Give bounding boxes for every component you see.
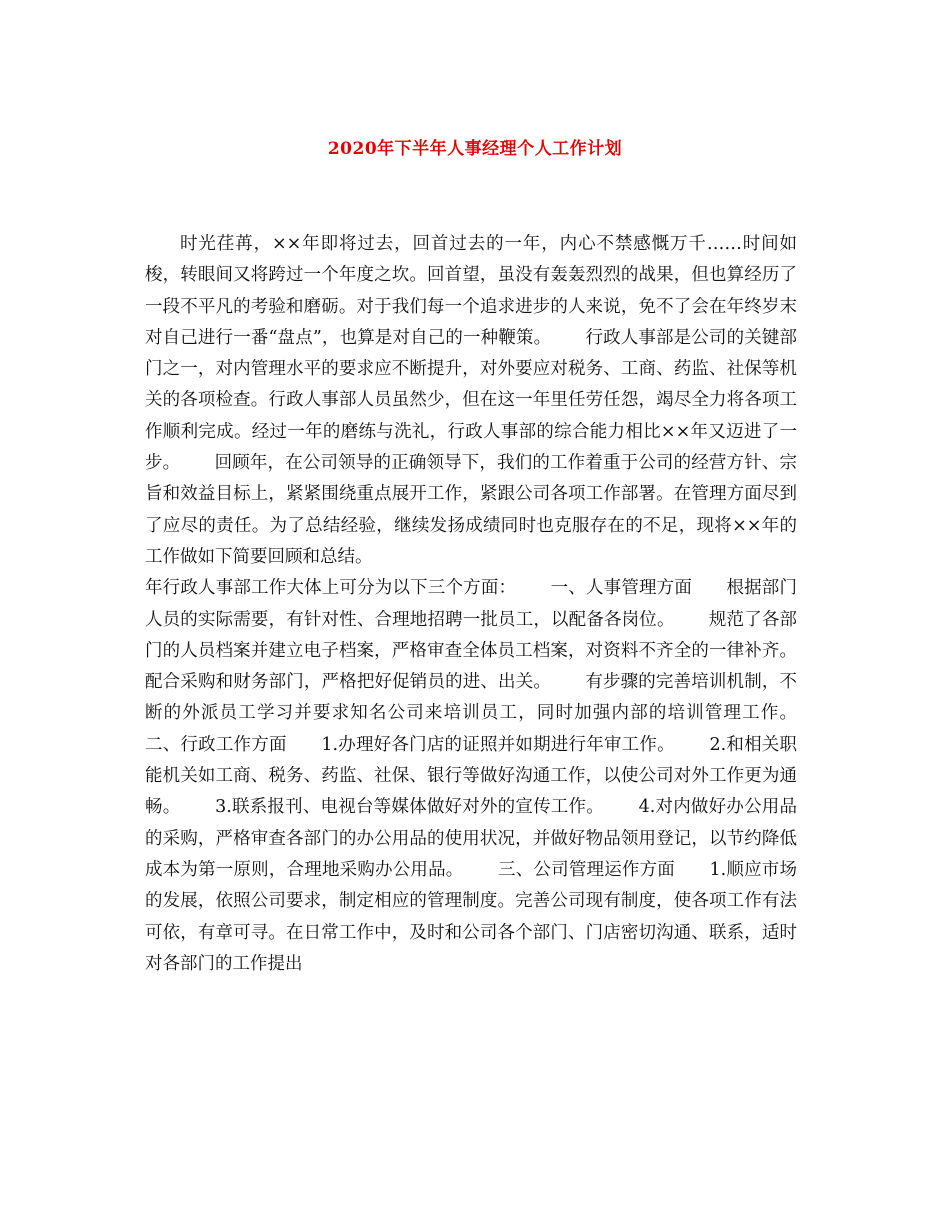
document-title: 2020年下半年人事经理个人工作计划 (327, 139, 623, 159)
document-body-text: 时光荏苒，××年即将过去，回首过去的一年，内心不禁感慨万千……时间如梭，转眼间又将跨过一个年度之坎。回首望，虽没有轰轰烈烈的战果，但也算经历了一段不平凡的考验和磨砺。对于我们每一个追求进步的人来说，免不了会在年终岁末对自己进行一番“盘点”，也算是对自己的一种鞭策。 行政人事部是公司的关键部门之一，对内管理水平的要求应不断提升，对外要应对税务、工商、药监、社保等机关的各项检查。行政人事部人员虽然少，但在这一年里任劳任怨，竭尽全力将各项工作顺利完成。经过一年的磨练与洗礼，行政人事部的综合能力相比××年又迈进了一步。 回顾年，在公司领导的正确领导下，我们的工作着重于公司的经营方针、宗旨和效益目标上，紧紧围绕重点展开工作，紧跟公司各项工作部署。在管理方面尽到了应尽的责任。为了总结经验，继续发扬成绩同时也克服存在的不足，现将××年的工作做如下简要回顾和总结。 年行政人事部工作大体上可分为以下三个方面： 一、人事管理方面 根据部门人员的实际需要，有针对性、合理地招聘一批员工，以配备各岗位。 规范了各部门的人员档案并建立电子档案，严格审查全体员工档案，对资料不齐全的一律补齐。 配合采购和财务部门，严格把好促销员的进、出关。 有步骤的完善培训机制，不断的外派员工学习并要求知名公司来培训员工，同时加强内部的培训管理工作。 二、行政工作方面 1.办理好各门店的证照并如期进行年审工作。 2.和相关职能机关如工商、税务、药监、社保、银行等做好沟通工作，以使公司对外工作更为通畅。 3.联系报刊、电视台等媒体做好对外的宣传工作。 4.对内做好办公用品的采购，严格审查各部门的办公用品的使用状况，并做好物品领用登记，以节约降低成本为第一原则，合理地采购办公用品。 三、公司管理运作方面 1.顺应市场的发展，依照公司要求，制定相应的管理制度。完善公司现有制度，使各项工作有法可依，有章可寻。在日常工作中，及时和公司各个部门、门店密切沟通、联系，适时对各部门的工作提出 (145, 234, 797, 974)
